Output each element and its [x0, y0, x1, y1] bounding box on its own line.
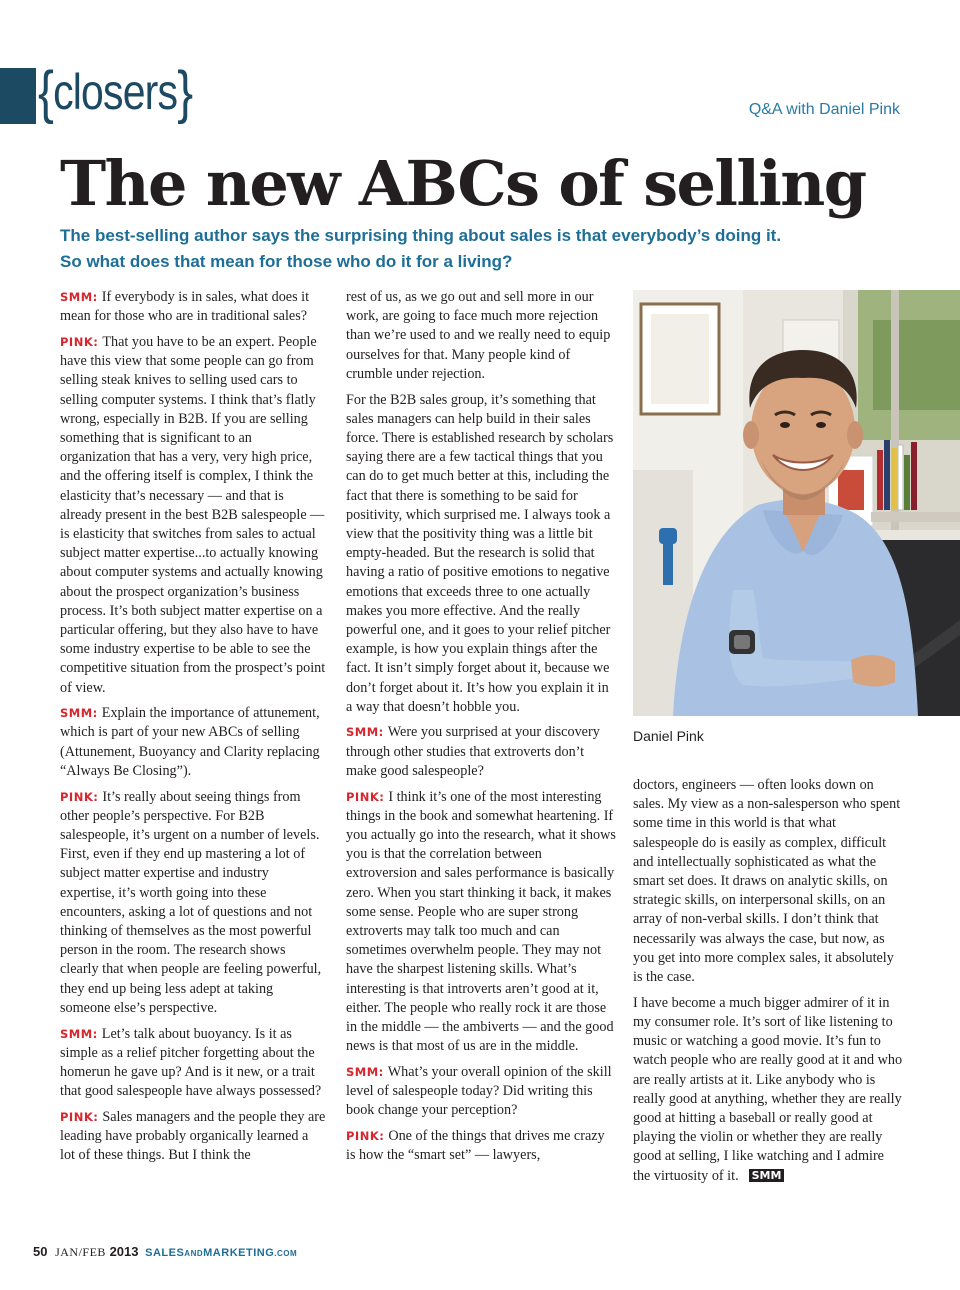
issue-year: 2013 — [109, 1244, 139, 1259]
question-2 — [60, 704, 326, 781]
question-text: What’s your overall opinion of the skill level of salespeople today? Did writing this book change your perception? — [346, 1063, 612, 1119]
magazine-name-sales: SALES — [145, 1247, 185, 1259]
speaker-smm: SMM: — [346, 725, 384, 740]
section-name: closers — [53, 64, 178, 120]
question-3 — [60, 1025, 326, 1102]
issue-date: JAN/FEB — [55, 1245, 106, 1259]
answer-text: One of the things that drives me crazy is how the “smart set” — lawyers, — [346, 1128, 605, 1164]
deck — [60, 223, 920, 275]
photo-caption: Daniel Pink — [633, 728, 704, 744]
magazine-name-and: AND — [184, 1249, 204, 1258]
answer-3-paragraph: For the B2B sales group, it’s something that sales managers can help build in their sales force. There is established research by scholars saying there are a few tactical things that you can do to get much better at this, including the fact that there is something to be said for positivity, which surprised me. I always took a view that the positivity thing was a little bit empty-headed. But the research is solid that having a ratio of positive emotions to negative emotions that exceeds three to one actually makes you more effective. And the really powerful one, and it goes to your relief pitcher example, is how you explain things after the fact. It isn’t simply forget about it, because we don’t forget about it. It’s how you explain it in a way that doesn’t hobble you. — [346, 391, 614, 715]
speaker-pink: PINK: — [60, 789, 99, 804]
speaker-smm: SMM: — [60, 1026, 98, 1041]
answer-4 — [346, 788, 616, 1057]
page-number: 50 — [33, 1244, 48, 1259]
speaker-pink: PINK: — [346, 1129, 385, 1144]
answer-5-paragraph — [633, 994, 903, 1186]
answer-text: Sales managers and the people they are leading have probably organically learned a lot of these things. But I think the — [60, 1108, 326, 1164]
magazine-name-marketing: MARKETING — [203, 1247, 275, 1259]
answer-1 — [60, 333, 326, 698]
bracket-open: { — [38, 60, 54, 125]
portrait-photo — [633, 290, 960, 716]
speaker-smm: SMM: — [346, 1064, 384, 1079]
speaker-smm: SMM: — [60, 706, 98, 721]
answer-text: I think it’s one of the most interesting things in the book and somewhat heartening. If you actually go into the research, what it shows you is that the correlation between extroversion and sales performance is basically zero. When you start thinking it back, it makes some sense. People who are super strong extroverts may talk too much and can sometimes overwhelm people. They may not have the sharpest listening skills. What’s interesting is that introverts aren’t good at it, either. The people who really rock it are those in the middle — the ambiverts — and the good news is that most of us are in the middle. — [346, 788, 616, 1055]
speaker-smm: SMM: — [60, 290, 98, 304]
end-mark: SMM — [749, 1169, 785, 1182]
page-footer — [33, 1244, 297, 1260]
column-3 — [633, 776, 903, 1192]
question-text: If everybody is in sales, what does it mean for those who are in traditional sales? — [60, 289, 310, 325]
headline: The new ABCs of selling — [60, 147, 866, 220]
column-1 — [60, 288, 326, 1172]
question-5 — [346, 1063, 616, 1121]
section-tab — [0, 68, 36, 124]
speaker-pink: PINK: — [346, 789, 385, 804]
question-text: Were you surprised at your discovery through other studies that extroverts don’t make good salespeople? — [346, 724, 600, 779]
qa-label: Q&A with Daniel Pink — [748, 101, 900, 118]
magazine-url — [145, 1247, 297, 1259]
question-text: Explain the importance of attunement, which is part of your new ABCs of selling (Attunement, Buoyancy and Clarity replacing “Always Be Closing”). — [60, 705, 320, 779]
answer-3 — [60, 1108, 326, 1166]
answer-5 — [346, 1127, 616, 1165]
question-text: Let’s talk about buoyancy. Is it as simple as a relief pitcher forgetting about the homerun he gave up? And is it new, or a trait that good salespeople have always possessed? — [60, 1025, 322, 1100]
answer-text: It’s really about seeing things from other people’s perspective. For B2B salespeople, it’s urgent on a number of levels. First, even if they end up mastering a lot of subject matter expertise and industry expertise, it’s worth going into these encounters, asking a lot of questions and not thinking of themselves as the most powerful person in the room. The research shows clearly that when people are feeling powerful, they end up being less adept at taking someone else’s perspective. — [60, 788, 322, 1016]
speaker-pink: PINK: — [60, 334, 99, 349]
deck-line-2: So what does that mean for those who do it for a living? — [60, 252, 513, 271]
bracket-close: } — [177, 60, 193, 125]
answer-text: I have become a much bigger admirer of it in my consumer role. It’s sort of like listening to music or watching a good movie. It’s fun to watch people who are really good at it and who are really artists at it. Like anybody who is really good at anything, whether they are really good at hitting a baseball or really good at playing the violin or whether they are really good at selling, I like watching and I admire the virtuosity of it. — [633, 994, 903, 1184]
question-4 — [346, 723, 616, 781]
answer-3-continued: rest of us, as we go out and sell more in our work, are going to face much more rejection than we’re used to and we really need to equip ourselves for that. Many people kind of crumble under rejection. — [346, 289, 611, 382]
question-1 — [60, 288, 326, 326]
answer-text: That you have to be an expert. People have this view that some people can go from selling steak knives to selling used cars to selling computer systems. I think that’s flatly wrong, especially in B2B. If you are selling something that is significant to an organization that has a very, very high price, and the offering itself is complex, I think the elasticity that’s necessary — and that is already present in the best B2B salespeople — is elasticity that switches from sales to actual subject matter expertise...to actually knowing about computer systems and actually knowing about the prospect organization’s business process. It’s both subject matter expertise on a particular offering, but they also have to have some industry expertise to be able to see the competitive situation from the prospect’s point of view. — [60, 333, 326, 696]
portrait-illustration — [633, 290, 960, 716]
answer-5-continued: doctors, engineers — often looks down on sales. My view as a non-salesperson who spent some time in this world is that what salespeople do is easily as complex, difficult and intellectually sophisticated as what the smart set does. It draws on analytic skills, on strategic skills, on interpersonal skills, on an array of non-verbal skills. I don’t think that necessarily was always the case, but now, as you get into more complex sales, it absolutely is the case. — [633, 777, 901, 986]
column-2 — [346, 288, 616, 1172]
section-label — [38, 62, 192, 123]
speaker-pink: PINK: — [60, 1109, 99, 1124]
deck-line-1: The best-selling author says the surprising thing about sales is that everybody’s doing it. — [60, 226, 782, 245]
magazine-domain: .COM — [274, 1249, 298, 1258]
answer-2 — [60, 788, 326, 1018]
